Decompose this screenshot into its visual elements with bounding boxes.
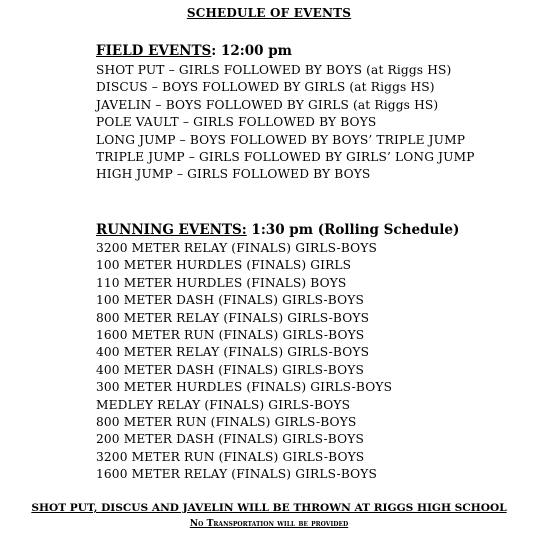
running-event-item: 100 METER HURDLES (FINALS) GIRLS [96,258,352,273]
field-event-item: DISCUS – BOYS FOLLOWED BY GIRLS (at Riggs HS) [96,80,435,95]
running-event-item: 100 METER DASH (FINALS) GIRLS-BOYS [96,293,364,308]
running-event-item: 3200 METER RELAY (FINALS) GIRLS-BOYS [96,241,377,255]
field-event-item: JAVELIN – BOYS FOLLOWED BY GIRLS (at Riggs HS) [96,97,439,112]
running-event-item: 1600 METER RELAY (FINALS) GIRLS-BOYS [96,467,377,482]
throwing-location-note: SHOT PUT, DISCUS AND JAVELIN WILL BE THROWN AT RIGGS HIGH SCHOOL [31,502,507,514]
field-event-item: SHOT PUT – GIRLS FOLLOWED BY BOYS (at Riggs HS) [96,63,452,77]
running-events-list [96,240,392,483]
field-events-time: : 12:00 pm [211,43,292,59]
running-event-item: 800 METER RELAY (FINALS) GIRLS-BOYS [96,310,370,325]
running-events-time: 1:30 pm (Rolling Schedule) [246,222,460,238]
page-title: SCHEDULE OF EVENTS [186,6,352,20]
field-events-list [96,62,475,184]
field-event-item: TRIPLE JUMP – GIRLS FOLLOWED BY GIRLS’ LONG JUMP [96,149,475,164]
transportation-note: No Transportation will be provided [189,518,349,529]
field-event-item: POLE VAULT – GIRLS FOLLOWED BY BOYS [96,115,377,130]
field-events-heading [96,43,292,59]
running-event-item: MEDLEY RELAY (FINALS) GIRLS-BOYS [96,397,351,412]
running-event-item: 200 METER DASH (FINALS) GIRLS-BOYS [96,432,364,447]
running-event-item: 800 METER RUN (FINALS) GIRLS-BOYS [96,414,357,429]
field-event-item: HIGH JUMP – GIRLS FOLLOWED BY BOYS [96,167,371,182]
field-events-label: FIELD EVENTS [96,43,212,59]
running-event-item: 1600 METER RUN (FINALS) GIRLS-BOYS [96,327,365,342]
field-event-item: LONG JUMP – BOYS FOLLOWED BY BOYS’ TRIPLE JUMP [96,132,466,147]
running-event-item: 400 METER DASH (FINALS) GIRLS-BOYS [96,362,364,377]
running-event-item: 3200 METER RUN (FINALS) GIRLS-BOYS [96,449,365,464]
running-event-item: 300 METER HURDLES (FINALS) GIRLS-BOYS [96,380,393,395]
running-event-item: 110 METER HURDLES (FINALS) BOYS [96,275,347,290]
running-event-item: 400 METER RELAY (FINALS) GIRLS-BOYS [96,345,370,360]
running-events-heading [96,222,459,238]
running-events-label: RUNNING EVENTS: [96,222,247,238]
